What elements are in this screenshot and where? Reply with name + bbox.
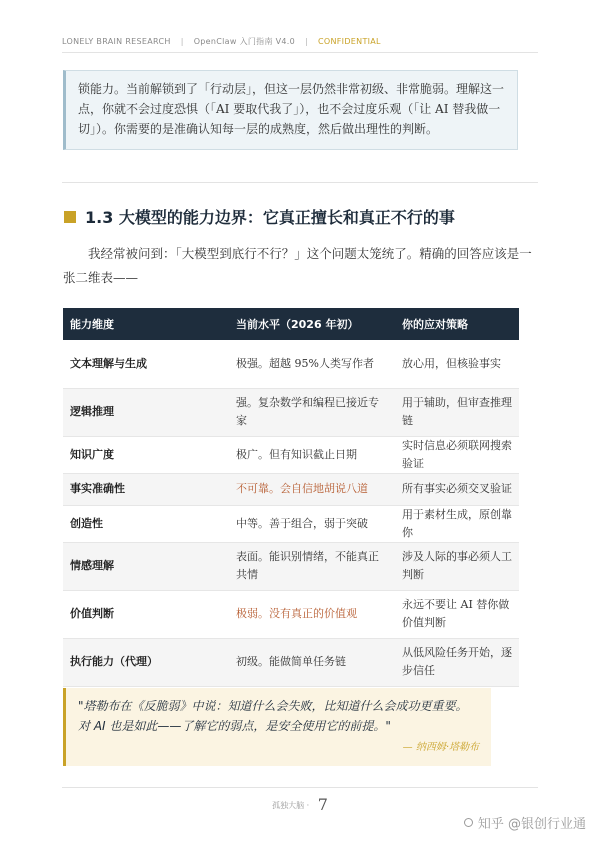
page-number: 7 [317,795,328,814]
intro-paragraph: 我经常被问到：「大模型到底行不行？」这个问题太笼统了。精确的回答应该是一张二维表—— [63,246,532,285]
table-row [63,505,519,542]
level-cell: 极弱。没有真正的价值观 [229,590,395,638]
level-cell: 极强。超越 95%人类写作者 [229,340,395,388]
table-header-row [63,308,519,340]
quote-box [63,688,491,766]
column-header: 当前水平（2026 年初） [229,308,395,340]
watermark-logo-icon [464,818,473,827]
table-row [63,590,519,638]
capability-cell: 情感理解 [63,542,229,590]
header-divider [62,52,538,53]
strategy-cell: 放心用，但核验事实 [395,340,519,388]
capability-cell: 文本理解与生成 [63,340,229,388]
capability-cell: 执行能力（代理） [63,638,229,686]
section-title: 1.3 大模型的能力边界：它真正擅长和真正不行的事 [85,208,455,227]
header-separator: | [180,37,184,46]
column-header: 你的应对策略 [395,308,519,340]
level-cell: 初级。能做简单任务链 [229,638,395,686]
table-row [63,436,519,473]
capability-table [63,308,519,687]
section-heading [64,205,455,228]
watermark [464,813,586,832]
running-header [62,36,560,47]
page-footer [0,795,600,814]
footer-divider [62,787,538,788]
strategy-cell: 所有事实必须交叉验证 [395,473,519,505]
capability-cell: 事实准确性 [63,473,229,505]
capability-cell: 创造性 [63,505,229,542]
level-cell: 中等。善于组合，弱于突破 [229,505,395,542]
section-marker-icon [64,211,76,223]
table-row [63,542,519,590]
note-box: 锁能力。当前解锁到了「行动层」，但这一层仍然非常初级、非常脆弱。理解这一点，你就不会过度恐惧（「AI 要取代我了」），也不会过度乐观（「让 AI 替我做一切」）。你需要的是准确认知每一层的成熟度，然后做出理性的判断。 [63,70,518,150]
watermark-text: 知乎 @银创行业通 [477,817,586,832]
level-cell: 不可靠。会自信地胡说八道 [229,473,395,505]
table-row [63,388,519,436]
footer-label: 孤独大脑 [272,801,305,810]
strategy-cell: 用于素材生成，原创靠你 [395,505,519,542]
header-confidential: CONFIDENTIAL [318,37,381,46]
table-row [63,473,519,505]
level-cell: 表面。能识别情绪，不能真正共情 [229,542,395,590]
column-header: 能力维度 [63,308,229,340]
level-cell: 极广。但有知识截止日期 [229,436,395,473]
capability-cell: 逻辑推理 [63,388,229,436]
table-row [63,638,519,686]
quote-text: "塔勒布在《反脆弱》中说：知道什么会失败，比知道什么会成功更重要。对 AI 也是如此——了解它的弱点，是安全使用它的前提。" [78,699,468,733]
strategy-cell: 用于辅助，但审查推理链 [395,388,519,436]
capability-cell: 知识广度 [63,436,229,473]
strategy-cell: 永远不要让 AI 替你做价值判断 [395,590,519,638]
capability-cell: 价值判断 [63,590,229,638]
header-doc-title: OpenClaw 入门指南 V4.0 [193,37,296,46]
table-row [63,340,519,388]
strategy-cell: 实时信息必须联网搜索验证 [395,436,519,473]
header-org: LONELY BRAIN RESEARCH [62,37,171,46]
footer-separator: · [306,801,310,810]
quote-author: — 纳西姆·塔勒布 [402,742,479,753]
section-divider [62,182,538,183]
level-cell: 强。复杂数学和编程已接近专家 [229,388,395,436]
header-separator: | [305,37,309,46]
strategy-cell: 从低风险任务开始，逐步信任 [395,638,519,686]
strategy-cell: 涉及人际的事必须人工判断 [395,542,519,590]
